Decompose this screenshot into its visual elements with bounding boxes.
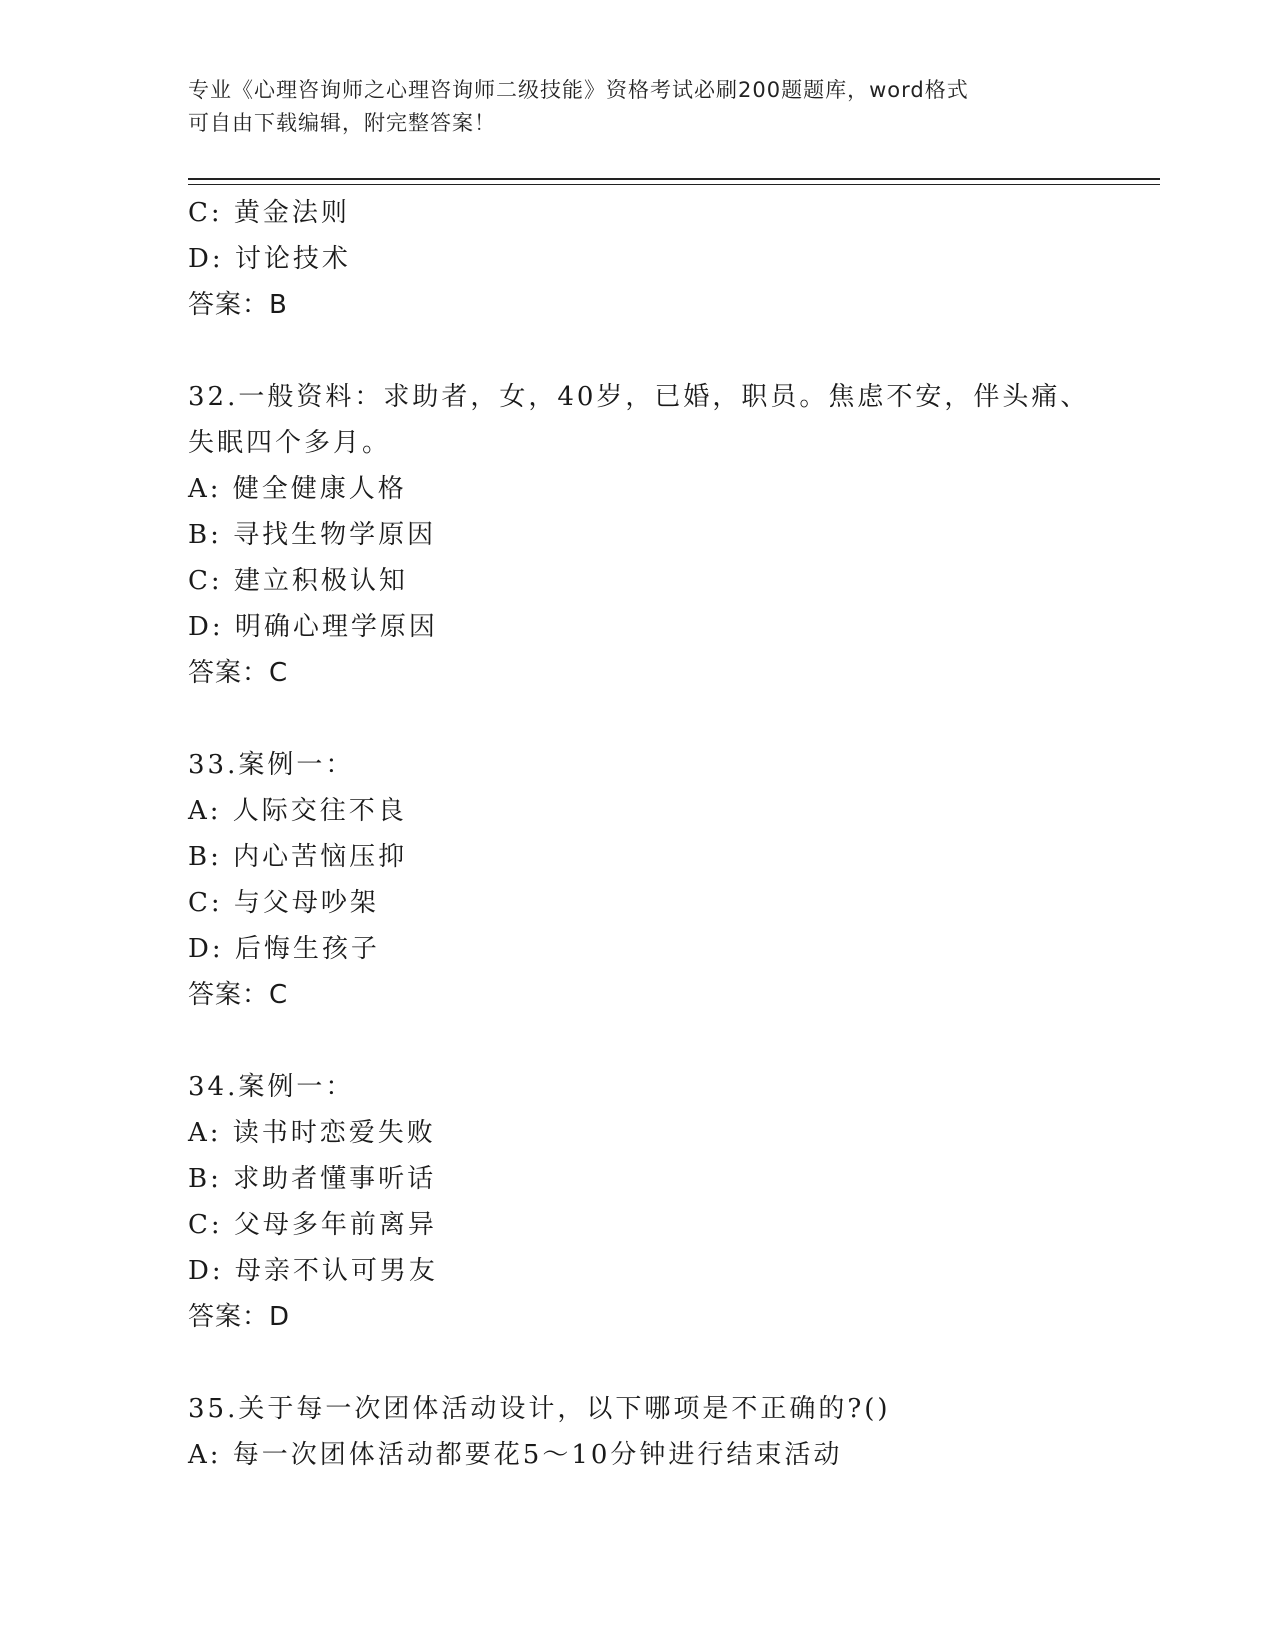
spacer	[188, 696, 1168, 742]
option-a: A: 人际交往不良	[188, 796, 407, 826]
spacer	[188, 328, 1168, 374]
question-stem: 33.案例一：	[188, 750, 355, 780]
question-35	[188, 1386, 1168, 1478]
option-c: C: 建立积极认知	[188, 566, 408, 596]
option-d: D: 后悔生孩子	[188, 934, 380, 964]
option-b: B: 寻找生物学原因	[188, 520, 437, 550]
answer: 答案：D	[188, 1302, 291, 1332]
answer: 答案：B	[188, 290, 288, 320]
spacer	[188, 1340, 1168, 1386]
option-c: C: 与父母吵架	[188, 888, 379, 918]
question-31-fragment	[188, 190, 1168, 328]
header-line-2: 可自由下载编辑，附完整答案！	[188, 111, 496, 135]
question-list	[188, 190, 1168, 1478]
header-rule-thin	[188, 184, 1160, 185]
document-header	[188, 74, 1088, 140]
question-32	[188, 374, 1168, 696]
question-stem: 32.一般资料：求助者，女，40岁，已婚，职员。焦虑不安，伴头痛、	[188, 382, 1090, 412]
question-stem: 34.案例一：	[188, 1072, 355, 1102]
question-stem: 35.关于每一次团体活动设计，以下哪项是不正确的?()	[188, 1394, 891, 1424]
option-a: A: 读书时恋爱失败	[188, 1118, 436, 1148]
option-d: D: 明确心理学原因	[188, 612, 438, 642]
option-b: B: 求助者懂事听话	[188, 1164, 437, 1194]
option-a: A: 每一次团体活动都要花5～10分钟进行结束活动	[188, 1440, 843, 1470]
question-34	[188, 1064, 1168, 1340]
header-rule-thick	[188, 178, 1160, 180]
question-33	[188, 742, 1168, 1018]
answer: 答案：C	[188, 980, 289, 1010]
option-b: B: 内心苦恼压抑	[188, 842, 408, 872]
option-c: C: 黄金法则	[188, 198, 350, 228]
question-stem-continued: 失眠四个多月。	[188, 428, 392, 458]
spacer	[188, 1018, 1168, 1064]
option-d: D: 讨论技术	[188, 244, 351, 274]
answer: 答案：C	[188, 658, 289, 688]
option-d: D: 母亲不认可男友	[188, 1256, 438, 1286]
option-c: C: 父母多年前离异	[188, 1210, 437, 1240]
option-a: A: 健全健康人格	[188, 474, 407, 504]
header-line-1: 专业《心理咨询师之心理咨询师二级技能》资格考试必刷200题题库，word格式	[188, 78, 969, 102]
